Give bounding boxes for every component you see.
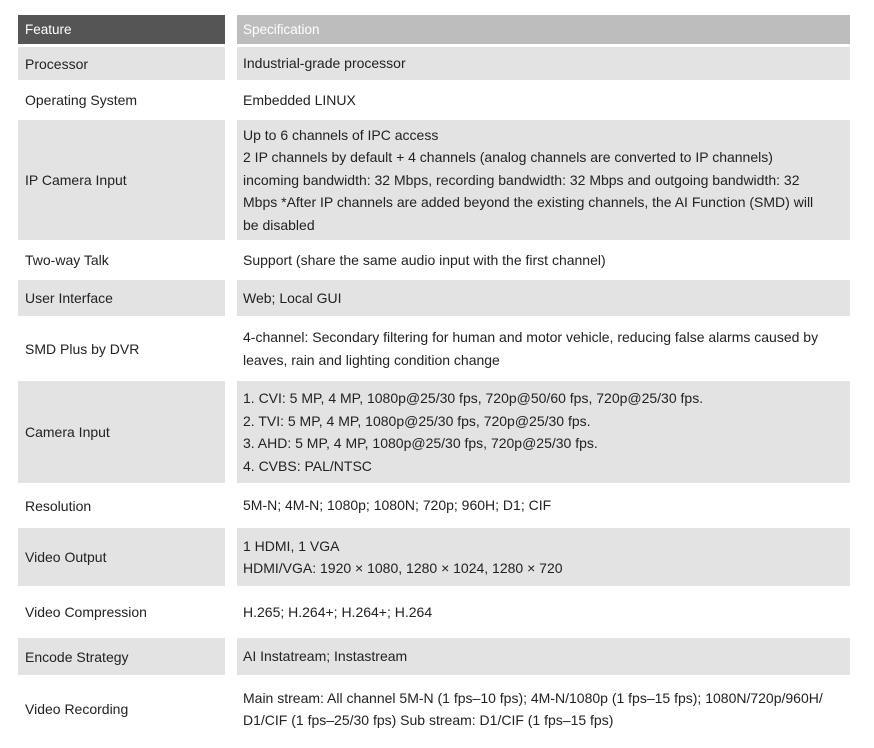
spec-line: 1 HDMI, 1 VGA [243, 537, 340, 554]
table-header-row [18, 15, 850, 44]
spec-line: be disabled [243, 216, 315, 233]
feature-cell: Operating System [18, 84, 225, 116]
spec-line: Up to 6 channels of IPC access [243, 126, 439, 143]
feature-cell: Video Compression [18, 590, 225, 634]
feature-cell: Two-way Talk [18, 244, 225, 276]
feature-cell: SMD Plus by DVR [18, 320, 225, 377]
spec-line: AI Instatream; Instastream [243, 648, 408, 665]
spec-line: D1/CIF (1 fps–25/30 fps) Sub stream: D1/CIF (1 fps–15 fps) [243, 712, 614, 728]
spec-cell [237, 638, 850, 675]
table-row [18, 84, 850, 116]
spec-cell [237, 320, 850, 377]
spec-line: Main stream: All channel 5M-N (1 fps–10 fps); 4M-N/1080p (1 fps–15 fps); 1080N/720p/960H/ [243, 689, 823, 706]
feature-cell: Encode Strategy [18, 638, 225, 675]
spec-cell [237, 487, 850, 524]
table-row [18, 679, 850, 739]
feature-cell: User Interface [18, 280, 225, 316]
spec-line: Mbps *After IP channels are added beyond the existing channels, the AI Function (SMD) will [243, 194, 814, 211]
table-row [18, 47, 850, 80]
spec-line: H.265; H.264+; H.264+; H.264 [243, 603, 433, 620]
spec-line: 5M-N; 4M-N; 1080p; 1080N; 720p; 960H; D1; CIF [243, 497, 552, 514]
feature-cell: Video Recording [18, 679, 225, 739]
header-feature: Feature [18, 15, 225, 44]
spec-cell [237, 280, 850, 316]
spec-line: Web; Local GUI [243, 289, 342, 306]
spec-line: 1. CVI: 5 MP, 4 MP, 1080p@25/30 fps, 720p@50/60 fps, 720p@25/30 fps. [243, 390, 704, 406]
spec-line: 3. AHD: 5 MP, 4 MP, 1080p@25/30 fps, 720p@25/30 fps. [243, 435, 598, 451]
spec-line: Embedded LINUX [243, 91, 356, 108]
table-row [18, 320, 850, 377]
spec-cell [237, 528, 850, 586]
spec-line: Support (share the same audio input with the first channel) [243, 251, 606, 268]
feature-cell: Video Output [18, 528, 225, 586]
table-row [18, 590, 850, 634]
spec-cell [237, 244, 850, 276]
spec-line: 2 IP channels by default + 4 channels (analog channels are converted to IP channels) [243, 149, 773, 166]
table-row [18, 280, 850, 316]
spec-cell [237, 381, 850, 483]
table-row [18, 381, 850, 483]
specification-table [18, 15, 850, 739]
spec-cell [237, 84, 850, 116]
spec-line: 4. CVBS: PAL/NTSC [243, 457, 372, 474]
spec-cell [237, 679, 850, 739]
spec-line: 2. TVI: 5 MP, 4 MP, 1080p@25/30 fps, 720p@25/30 fps. [243, 412, 591, 429]
spec-cell [237, 120, 850, 240]
table-row [18, 487, 850, 524]
spec-line: HDMI/VGA: 1920 × 1080, 1280 × 1024, 1280 × 720 [243, 560, 563, 576]
spec-line: 4-channel: Secondary filtering for human and motor vehicle, reducing false alarms caused by [243, 329, 819, 345]
spec-cell [237, 590, 850, 634]
header-specification: Specification [237, 15, 850, 44]
feature-cell: IP Camera Input [18, 120, 225, 240]
table-row [18, 120, 850, 240]
table-row [18, 244, 850, 276]
feature-cell: Camera Input [18, 381, 225, 483]
spec-line: incoming bandwidth: 32 Mbps, recording bandwidth: 32 Mbps and outgoing bandwidth: 32 [243, 171, 800, 188]
feature-cell: Resolution [18, 487, 225, 524]
spec-line: leaves, rain and lighting condition change [243, 351, 500, 368]
feature-cell: Processor [18, 47, 225, 80]
table-row [18, 638, 850, 675]
spec-cell [237, 47, 850, 80]
spec-line: Industrial-grade processor [243, 55, 406, 72]
table-row [18, 528, 850, 586]
